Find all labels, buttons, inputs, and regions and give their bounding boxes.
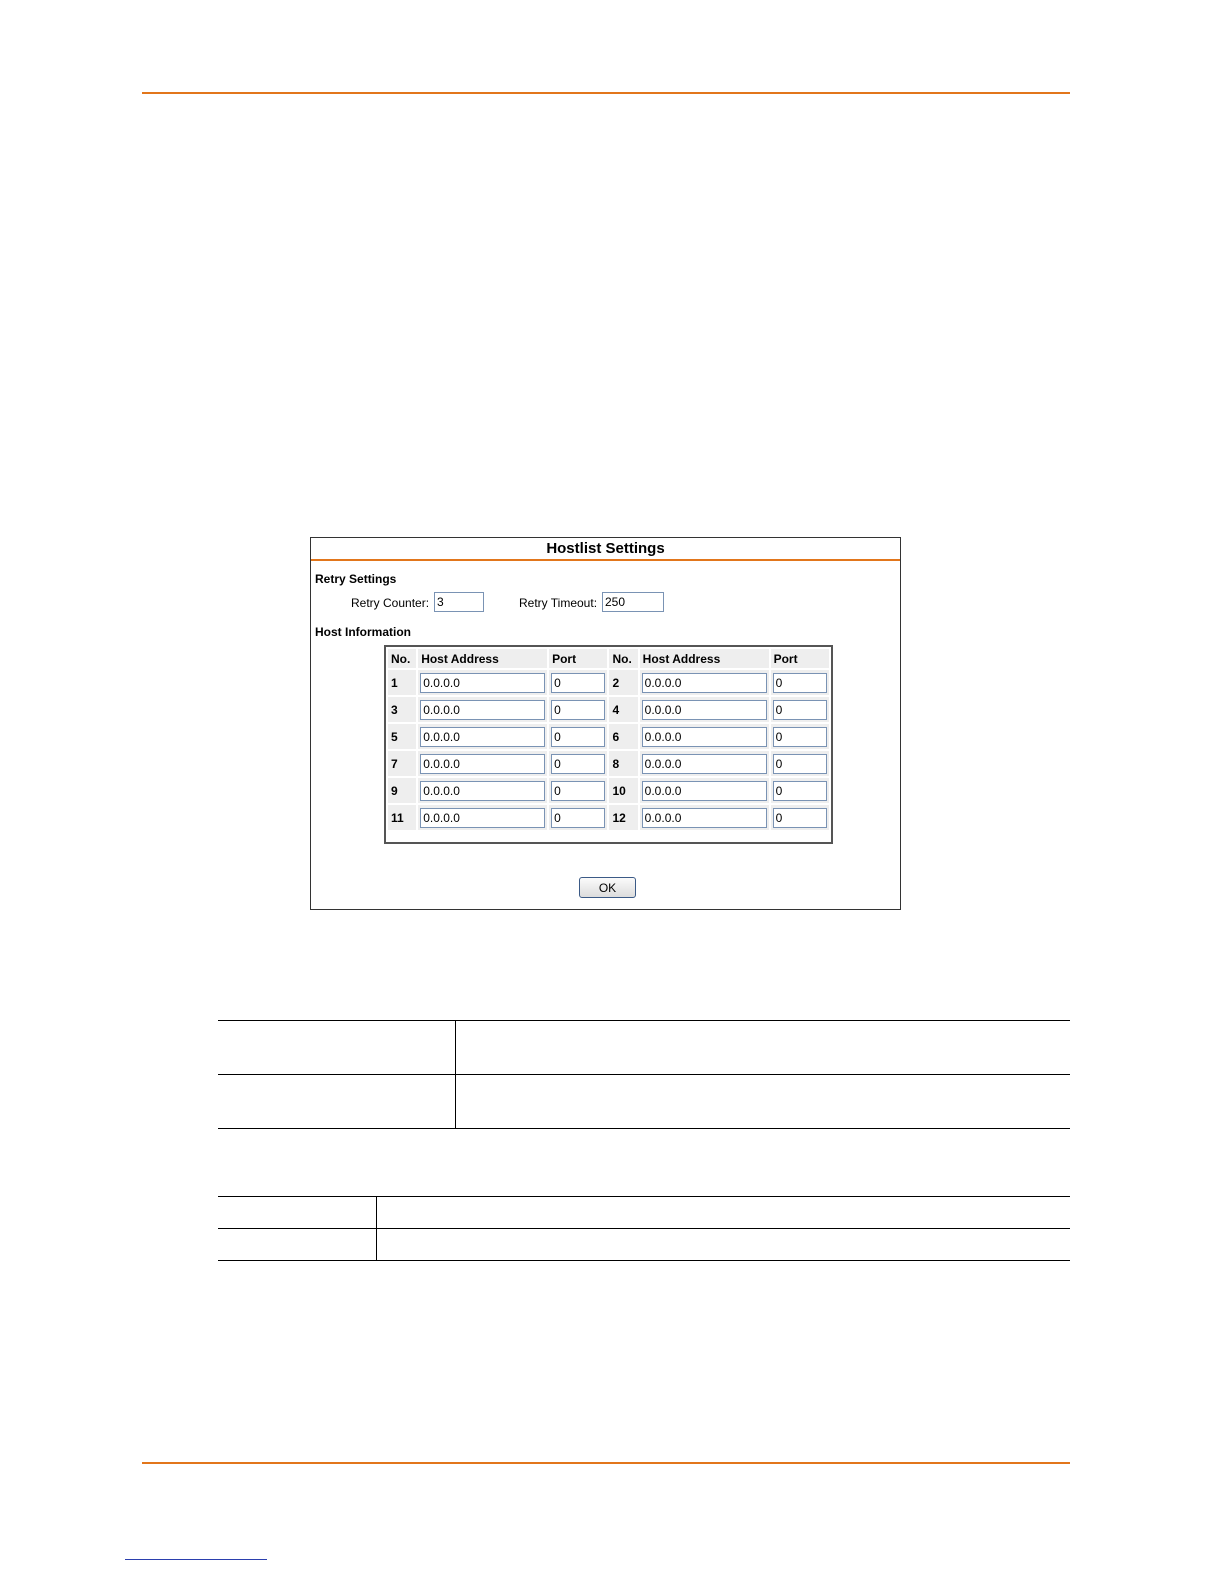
host-address-input[interactable]	[642, 700, 767, 720]
host-table-header	[388, 649, 829, 668]
table-row	[388, 805, 829, 830]
host-address-input[interactable]	[420, 808, 545, 828]
host-number: 6	[609, 724, 637, 749]
host-port-input[interactable]	[551, 700, 605, 720]
host-port-input[interactable]	[773, 754, 827, 774]
header-rule	[142, 92, 1070, 94]
host-information-label: Host Information	[315, 625, 411, 639]
host-address-input[interactable]	[420, 700, 545, 720]
host-port-input[interactable]	[551, 781, 605, 801]
host-port-input[interactable]	[551, 673, 605, 693]
panel-title: Hostlist Settings	[311, 538, 900, 561]
host-address-input[interactable]	[420, 781, 545, 801]
host-port-input[interactable]	[773, 781, 827, 801]
host-address-input[interactable]	[642, 673, 767, 693]
retry-timeout-label: Retry Timeout:	[519, 596, 598, 610]
table-column-divider	[455, 1021, 456, 1128]
host-port-input[interactable]	[773, 673, 827, 693]
retry-timeout-input[interactable]	[602, 592, 664, 612]
column-header: Host Address	[418, 649, 547, 668]
host-number: 7	[388, 751, 416, 776]
table-row	[388, 778, 829, 803]
table-divider	[218, 1074, 1070, 1075]
footer-rule	[142, 1462, 1070, 1464]
host-address-input[interactable]	[420, 673, 545, 693]
host-port-input[interactable]	[773, 727, 827, 747]
retry-settings-label: Retry Settings	[315, 572, 397, 586]
host-port-input[interactable]	[551, 754, 605, 774]
table-column-divider	[376, 1197, 377, 1260]
retry-counter-input[interactable]	[434, 592, 484, 612]
table-row	[388, 670, 829, 695]
host-number: 11	[388, 805, 416, 830]
host-port-input[interactable]	[551, 808, 605, 828]
table-row	[388, 724, 829, 749]
column-header: Port	[549, 649, 607, 668]
ok-button[interactable]: OK	[579, 877, 636, 898]
column-header: No.	[609, 649, 637, 668]
hostlist-settings-panel	[310, 537, 901, 910]
host-address-input[interactable]	[642, 808, 767, 828]
host-number: 10	[609, 778, 637, 803]
column-header: Port	[771, 649, 829, 668]
description-table-1	[218, 1020, 1070, 1129]
table-divider	[218, 1228, 1070, 1229]
host-table	[384, 645, 833, 844]
table-row	[388, 697, 829, 722]
retry-counter-label: Retry Counter:	[351, 596, 430, 610]
host-address-input[interactable]	[642, 781, 767, 801]
column-header: No.	[388, 649, 416, 668]
table-row	[388, 751, 829, 776]
host-number: 5	[388, 724, 416, 749]
host-address-input[interactable]	[420, 727, 545, 747]
host-number: 3	[388, 697, 416, 722]
host-address-input[interactable]	[420, 754, 545, 774]
host-number: 2	[609, 670, 637, 695]
footer-link-underline[interactable]	[125, 1559, 267, 1560]
host-address-input[interactable]	[642, 754, 767, 774]
host-number: 1	[388, 670, 416, 695]
host-port-input[interactable]	[773, 808, 827, 828]
column-header: Host Address	[640, 649, 769, 668]
host-port-input[interactable]	[551, 727, 605, 747]
description-table-2	[218, 1196, 1070, 1261]
host-address-input[interactable]	[642, 727, 767, 747]
host-number: 8	[609, 751, 637, 776]
host-port-input[interactable]	[773, 700, 827, 720]
retry-settings-row	[311, 592, 900, 614]
host-number: 9	[388, 778, 416, 803]
host-number: 12	[609, 805, 637, 830]
host-number: 4	[609, 697, 637, 722]
